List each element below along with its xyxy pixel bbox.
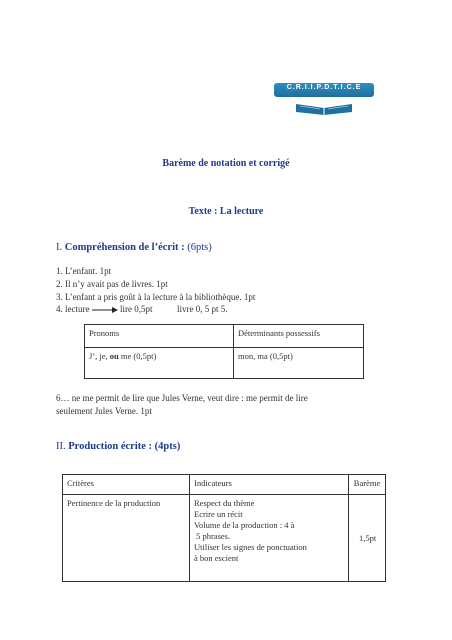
table-row [63, 495, 386, 582]
indicateur-item: à bon escient [194, 553, 239, 563]
answer-2: 2. Il n’y avait pas de livres. 1pt [56, 279, 168, 289]
header-determinants: Déterminants possessifs [234, 325, 364, 348]
indicateur-item: Volume de la production : 4 à [194, 520, 295, 530]
cell-indicateurs [190, 495, 349, 582]
cell-bareme: 1,5pt [349, 495, 386, 582]
table-header-row [85, 325, 364, 348]
page-title: Barème de notation et corrigé [162, 158, 290, 169]
book-icon [294, 100, 354, 116]
text-subtitle: Texte : La lecture [188, 206, 264, 217]
section-2-points: (4pts) [154, 441, 181, 452]
pronoms-pre: J’, je, [89, 351, 108, 361]
answer-4 [56, 304, 227, 314]
logo-text: C.R.I.I.P.D.T.I.C.E [286, 84, 362, 91]
arrow-right-icon [92, 306, 118, 314]
logo [270, 72, 378, 124]
pronoms-ou: ou [109, 351, 119, 361]
header-pronoms: Pronoms [85, 325, 234, 348]
pronoms-table [84, 324, 364, 379]
table-header-row [63, 475, 386, 495]
answer-6-line-1: 6… ne me permit de lire que Jules Verne, veut dire : me permit de lire [56, 393, 308, 403]
answer-4-mid: lire 0,5pt [119, 304, 153, 314]
cell-determinants: mon, ma (0,5pt) [234, 348, 364, 379]
section-1-points: (6pts) [187, 242, 212, 253]
section-1-number: I. [56, 242, 63, 253]
cell-critere: Pertinence de la production [63, 495, 190, 582]
pronoms-post: me (0,5pt) [120, 351, 157, 361]
indicateur-item: 5 phrases. [194, 531, 231, 541]
answer-1: 1. L’enfant. 1pt [56, 266, 112, 276]
answer-4-end: livre 0, 5 pt 5. [176, 304, 228, 314]
indicateur-item: Ecrire un récit [194, 509, 243, 519]
table-row [85, 348, 364, 379]
section-1-title: Compréhension de l’écrit : [64, 242, 185, 253]
production-table [62, 474, 386, 582]
section-1-heading [56, 242, 212, 253]
section-2-title: Production écrite : [68, 441, 153, 452]
header-criteres: Critères [63, 475, 190, 495]
indicateur-item: Utiliser les signes de ponctuation [194, 542, 307, 552]
section-2-heading [56, 441, 180, 452]
cell-pronoms [85, 348, 234, 379]
section-2-number: II. [56, 441, 66, 452]
header-bareme: Barème [349, 475, 386, 495]
answer-4-prefix: 4. lecture [56, 304, 90, 314]
indicateur-item: Respect du thème [194, 498, 255, 508]
answer-3: 3. L’enfant a pris goût à la lecture à la bibliothèque. 1pt [56, 292, 256, 302]
header-indicateurs: Indicateurs [190, 475, 349, 495]
answer-6-line-2: seulement Jules Verne. 1pt [56, 406, 152, 416]
